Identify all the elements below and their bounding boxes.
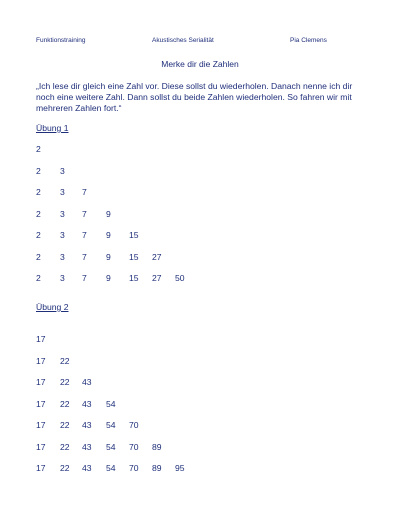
header-right: Pia Clemens: [290, 37, 327, 44]
number-cell: 7: [82, 251, 87, 262]
number-cell: 17: [36, 334, 46, 344]
number-cell: 89: [152, 463, 162, 473]
header-left: Funktionstraining: [36, 37, 86, 44]
number-cell: 2: [36, 165, 41, 176]
number-cell: 43: [82, 420, 92, 430]
exercise-label-1: Übung 1: [36, 123, 69, 133]
number-cell: 17: [36, 420, 46, 430]
number-cell: 70: [129, 420, 139, 430]
number-cell: 22: [60, 355, 70, 366]
number-cell: 7: [82, 273, 87, 283]
exercise-label-2: Übung 2: [36, 302, 69, 312]
number-cell: 2: [36, 251, 41, 262]
header-center: Akustisches Serialität: [152, 37, 214, 44]
number-cell: 17: [36, 377, 46, 387]
number-cell: 17: [36, 398, 46, 409]
page-title: Merke dir die Zahlen: [161, 59, 239, 69]
number-cell: 15: [129, 251, 139, 262]
number-cell: 54: [106, 441, 116, 452]
number-cell: 43: [82, 377, 92, 387]
number-cell: 89: [152, 441, 162, 452]
instruction-text: „Ich lese dir gleich eine Zahl vor. Diese sollst du wiederholen. Danach nenne ich dir noch eine weitere Zahl. Dann sollst du beide Zahlen wiederholen. So fahren wir mit mehreren Zahlen fort.“: [36, 81, 353, 113]
number-cell: 3: [60, 208, 65, 219]
number-cell: 17: [36, 355, 46, 366]
number-cell: 27: [152, 251, 162, 262]
number-cell: 22: [60, 377, 70, 387]
number-cell: 9: [106, 251, 111, 262]
number-cell: 2: [36, 208, 41, 219]
number-cell: 7: [82, 230, 87, 240]
number-cell: 3: [60, 273, 65, 283]
number-cell: 22: [60, 398, 70, 409]
number-cell: 3: [60, 230, 65, 240]
number-cell: 2: [36, 230, 41, 240]
number-cell: 17: [36, 441, 46, 452]
number-cell: 70: [129, 441, 139, 452]
number-cell: 2: [36, 144, 41, 154]
number-cell: 3: [60, 251, 65, 262]
number-cell: 3: [60, 187, 65, 197]
number-cell: 54: [106, 420, 116, 430]
number-cell: 43: [82, 441, 92, 452]
number-cell: 15: [129, 273, 139, 283]
number-cell: 50: [175, 273, 185, 283]
number-cell: 95: [175, 463, 185, 473]
number-cell: 54: [106, 463, 116, 473]
number-cell: 2: [36, 187, 41, 197]
number-cell: 9: [106, 230, 111, 240]
number-cell: 22: [60, 441, 70, 452]
number-cell: 15: [129, 230, 139, 240]
number-cell: 7: [82, 208, 87, 219]
number-cell: 17: [36, 463, 46, 473]
number-cell: 43: [82, 398, 92, 409]
number-cell: 70: [129, 463, 139, 473]
number-cell: 9: [106, 208, 111, 219]
number-cell: 54: [106, 398, 116, 409]
number-cell: 27: [152, 273, 162, 283]
number-cell: 3: [60, 165, 65, 176]
number-cell: 9: [106, 273, 111, 283]
number-cell: 22: [60, 463, 70, 473]
number-cell: 2: [36, 273, 41, 283]
number-cell: 43: [82, 463, 92, 473]
number-cell: 7: [82, 187, 87, 197]
number-cell: 22: [60, 420, 70, 430]
